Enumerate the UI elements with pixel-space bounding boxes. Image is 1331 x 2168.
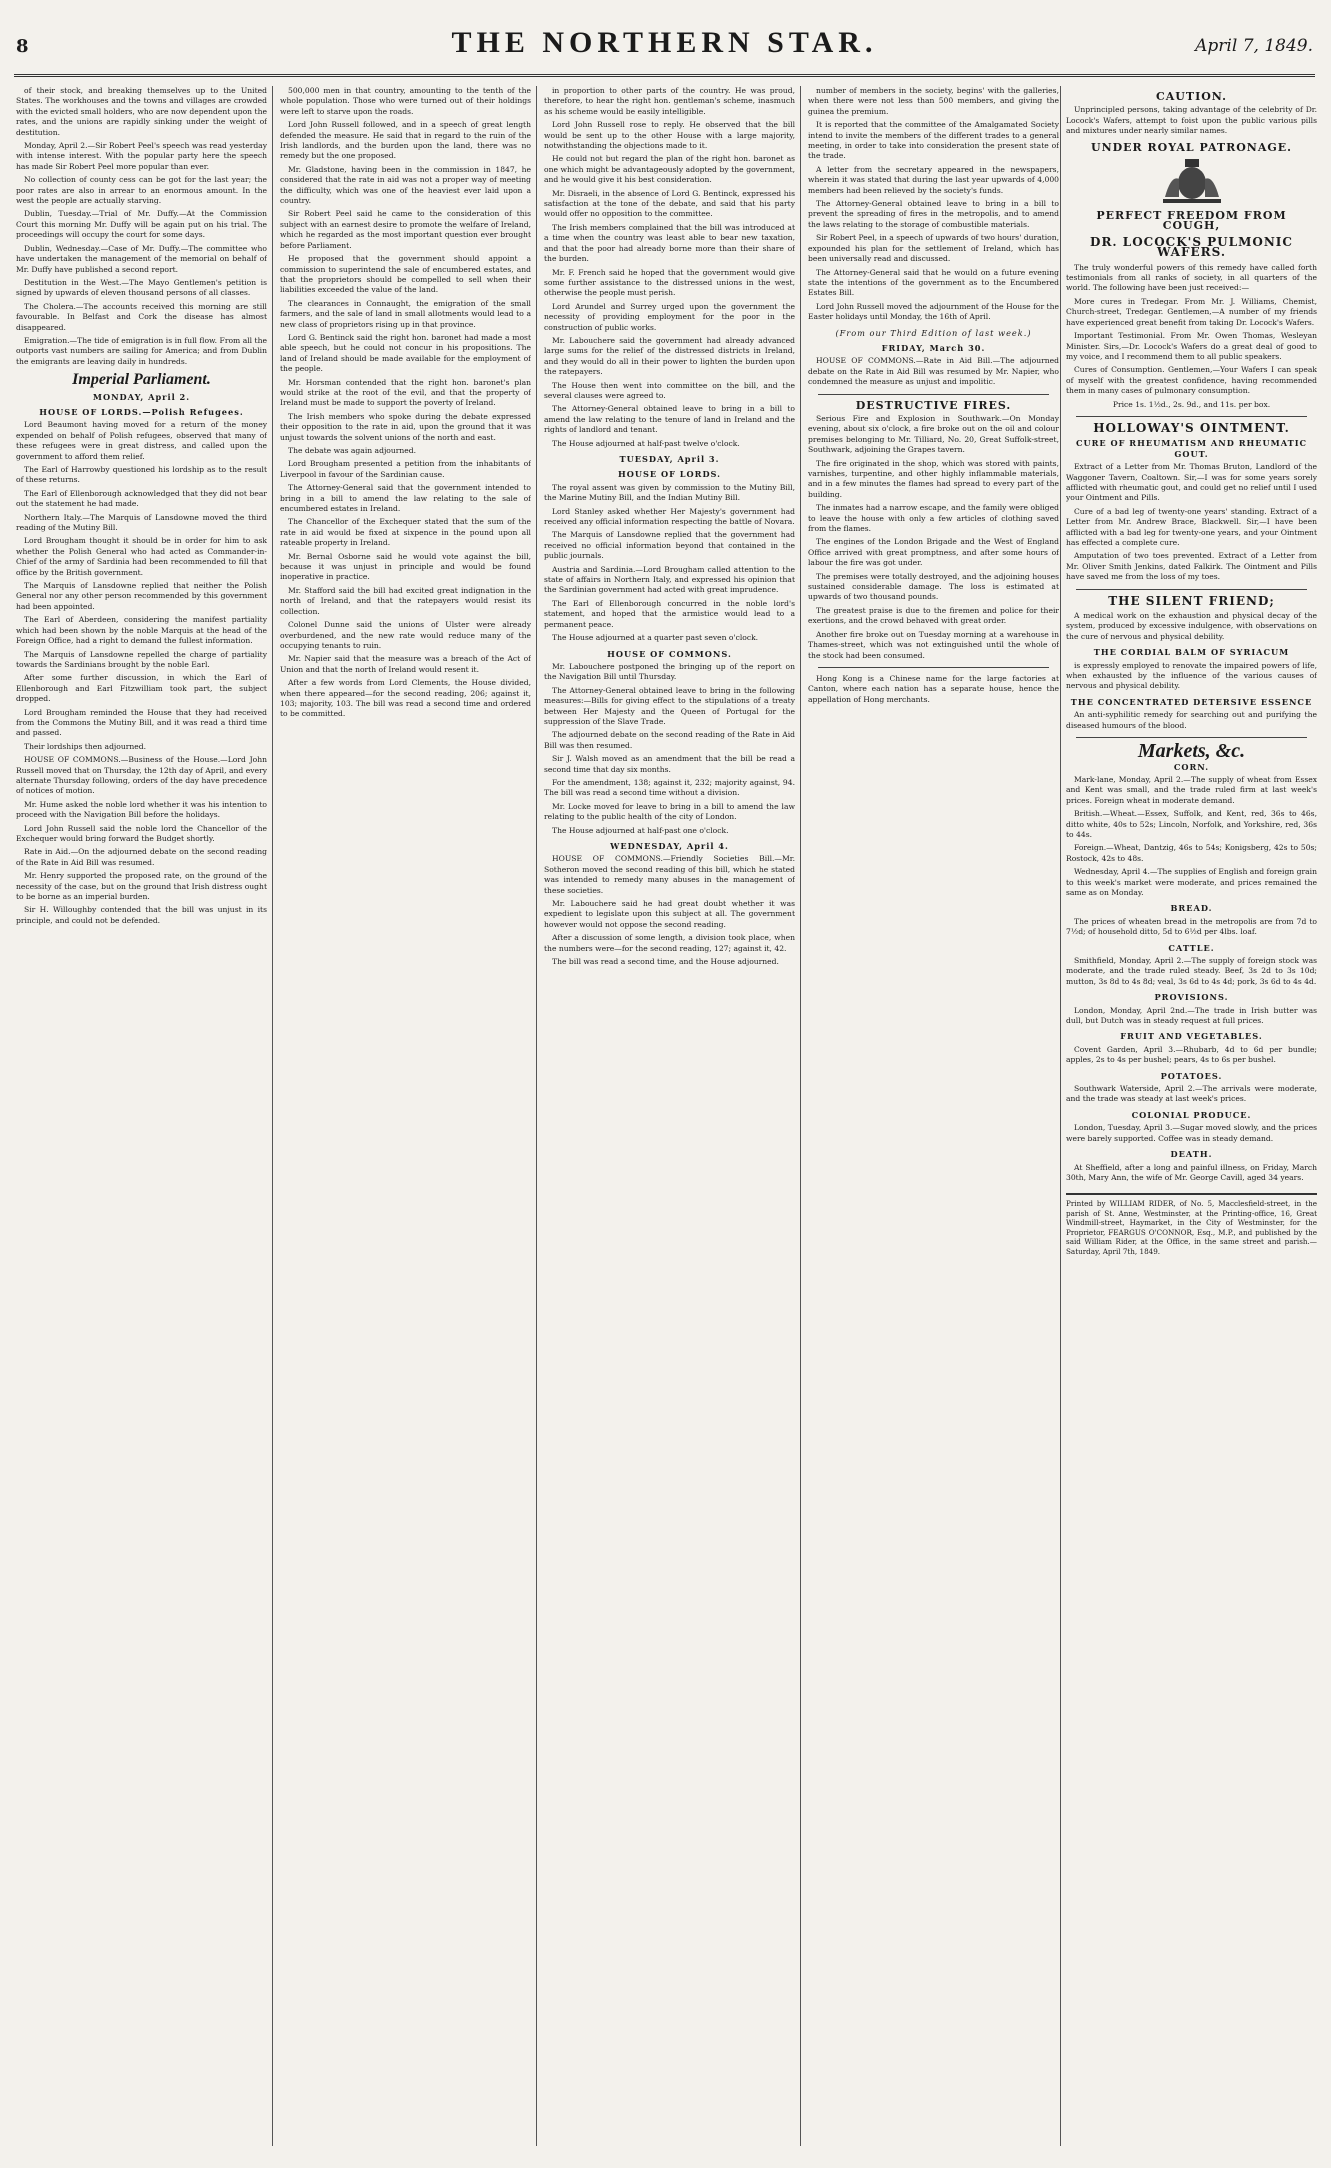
- article-paragraph: Dublin, Tuesday.—Trial of Mr. Duffy.—At the Commission Court this morning Mr. Duffy will be again put on his trial. The proceedings will occupy the court for some days.: [16, 209, 267, 240]
- article-paragraph: Another fire broke out on Tuesday morning at a warehouse in Thames-street, which was not extinguished until the whole of the stock had been consumed.: [808, 629, 1059, 660]
- cordial-balm-text: is expressly employed to renovate the impaired powers of life, when exhausted by the influence of the various causes of nervous and physical debility.: [1066, 660, 1317, 691]
- column-rule: [272, 86, 273, 2146]
- article-paragraph: The adjourned debate on the second reading of the Rate in Aid Bill was then resumed.: [544, 730, 795, 750]
- issue-date: April 7, 1849.: [1195, 36, 1313, 56]
- article-paragraph: He proposed that the government should appoint a commission to superintend the sale of encumbered estates, and that the proprietors should be compelled to sell when their liabilities exceeded the value of the land.: [280, 254, 531, 295]
- article-paragraph: The fire originated in the shop, which was stored with paints, varnishes, turpentine, and other highly inflammable materials, and in a few minutes the flames had spread to every part of the building.: [808, 458, 1059, 499]
- article-paragraph: Lord Beaumont having moved for a return of the money expended on behalf of Polish refugees, observed that many of these refugees were in great distress, and called upon the government to afford them relief.: [16, 420, 267, 461]
- article-paragraph: Lord Arundel and Surrey urged upon the government the necessity of providing employment for the poor in the construction of public works.: [544, 301, 795, 332]
- article-paragraph: Extract of a Letter from Mr. Thomas Bruton, Landlord of the Waggoner Tavern, Coaltown. Sir,—I was for some years sorely afflicted with rheumatic gout, and could get no relief until I used your Ointment and Pills.: [1066, 462, 1317, 503]
- article-paragraph: The Chancellor of the Exchequer stated that the sum of the rate in aid would be fixed at sixpence in the pound upon all rateable property in Ireland.: [280, 517, 531, 548]
- house-heading: HOUSE OF LORDS.—Polish Refugees.: [39, 406, 244, 417]
- article-paragraph: Sir Robert Peel said he came to the consideration of this subject with an earnest desire to promote the welfare of Ireland, which he regarded as the most important question ever brought before Parliament.: [280, 209, 531, 250]
- column-2: [280, 86, 531, 2146]
- article-paragraph: Mr. Horsman contended that the right hon. baronet's plan would strike at the root of the evil, and that the property of Ireland must be made to support the poverty of Ireland.: [280, 377, 531, 408]
- column-2-paragraphs: [280, 86, 531, 720]
- fires-heading: DESTRUCTIVE FIRES.: [855, 398, 1012, 412]
- article-paragraph: The truly wonderful powers of this remedy have called forth testimonials from all ranks of society, in all quarters of the world. The following have been just received:—: [1066, 262, 1317, 293]
- divider: [818, 667, 1049, 668]
- date-heading: TUESDAY, April 3.: [619, 454, 720, 464]
- article-paragraph: Lord G. Bentinck said the right hon. baronet had made a most able speech, but he could not concur in his propositions. The land of Ireland should be made available for the employment of the people.: [280, 332, 531, 374]
- article-paragraph: Mr. Disraeli, in the absence of Lord G. Bentinck, expressed his satisfaction at the tone of the debate, and said that his party would offer no opposition to the committee.: [544, 188, 795, 219]
- article-paragraph: The Earl of Harrowby questioned his lordship as to the result of these returns.: [16, 465, 267, 485]
- article-paragraph: Lord Brougham reminded the House that they had received from the Commons the Mutiny Bill, and it was read a third time and passed.: [16, 707, 267, 738]
- locock-ad-body: [1066, 263, 1317, 397]
- article-paragraph: Mr. Stafford said the bill had excited great indignation in the north of Ireland, and that the ratepayers would resist its collection.: [280, 585, 531, 616]
- article-paragraph: More cures in Tredegar. From Mr. J. Williams, Chemist, Church-street, Tredegar. Gentlemen,—A number of my friends have experienced great benefit from taking Dr. Locock's Wafers.: [1066, 296, 1317, 327]
- article-paragraph: Mr. F. French said he hoped that the government would give some further assistance to the distressed unions in the west, otherwise the people must perish.: [544, 267, 795, 298]
- article-paragraph: Mr. Labouchere postponed the bringing up of the report on the Navigation Bill until Thursday.: [544, 661, 795, 682]
- article-paragraph: Sir Robert Peel, in a speech of upwards of two hours' duration, expounded his plan for the settlement of Ireland, which has been universally read and discussed.: [808, 233, 1059, 264]
- printer-imprint: Printed by WILLIAM RIDER, of No. 5, Macclesfield-street, in the parish of St. Anne, Westminster, at the Printing-office, 16, Great Windmill-street, Haymarket, in the City of Westminster, for the Proprietor, FEARGUS O'CONNOR, Esq., M.P., and published by the said William Rider, at the Office, in the same street and parish.—Saturday, April 7th, 1849.: [1066, 1193, 1317, 1256]
- death-heading: DEATH.: [1170, 1149, 1213, 1160]
- article-paragraph: The Earl of Ellenborough acknowledged that they did not bear out the statement he had made.: [16, 488, 267, 509]
- holloway-ad-title: HOLLOWAY'S OINTMENT.: [1093, 420, 1290, 435]
- holloway-ad-sub: CURE OF RHEUMATISM AND RHEUMATIC GOUT.: [1075, 438, 1308, 459]
- bread-report: The prices of wheaten bread in the metropolis are from 7d to 7½d; of household ditto, 5d to 6½d per 4lbs. loaf.: [1066, 916, 1317, 937]
- article-paragraph: The Cholera.—The accounts received this morning are still favourable. In Belfast and Cork the disease has almost disappeared.: [16, 301, 267, 332]
- date-heading: WEDNESDAY, April 4.: [610, 841, 729, 851]
- article-paragraph: The royal assent was given by commission to the Mutiny Bill, the Marine Mutiny Bill, and the Indian Mutiny Bill.: [544, 482, 795, 503]
- silent-friend-title: THE SILENT FRIEND;: [1108, 593, 1275, 608]
- article-paragraph: Lord John Russell rose to reply. He observed that the bill would be sent up to the other House with a large majority, notwithstanding the objections made to it.: [544, 120, 795, 151]
- page-number: 8: [16, 36, 29, 57]
- article-paragraph: The House then went into committee on the bill, and the several clauses were agreed to.: [544, 380, 795, 400]
- date-heading: FRIDAY, March 30.: [881, 342, 986, 353]
- colonial-heading: COLONIAL PRODUCE.: [1131, 1109, 1252, 1120]
- article-paragraph: It is reported that the committee of the Amalgamated Society intend to invite the members of the different trades to a general meeting, in order to take into consideration the present state of the trade.: [808, 120, 1059, 161]
- article-paragraph: The debate was again adjourned.: [288, 446, 417, 455]
- section-title-imperial-parliament: Imperial Parliament.: [72, 371, 211, 389]
- article-paragraph: Lord John Russell moved the adjournment of the House for the Easter holidays until Monday, the 16th of April.: [808, 301, 1059, 322]
- article-paragraph: He could not but regard the plan of the right hon. baronet as one which might be advantageously adopted by the government, and he would give it his best consideration.: [544, 154, 795, 185]
- article-paragraph: 500,000 men in that country, amounting to the tenth of the whole population. Those who were turned out of their holdings were left to starve upon the roads.: [280, 86, 531, 116]
- article-paragraph: HOUSE OF COMMONS.—Friendly Societies Bill.—Mr. Sotheron moved the second reading of this bill, which he stated was intended to remedy many abuses in the management of these societies.: [544, 854, 795, 895]
- article-paragraph: British.—Wheat.—Essex, Suffolk, and Kent, red, 36s to 46s, ditto white, 40s to 52s; Lincoln, Norfolk, and Yorkshire, red, 36s to 44s.: [1066, 809, 1317, 839]
- article-paragraph: The Attorney-General obtained leave to bring in a bill to amend the law relating to the tenure of land in Ireland and the rights of landlord and tenant.: [544, 404, 795, 435]
- article-paragraph: Mr. Labouchere said he had great doubt whether it was expedient to legislate upon this subject at all. The government however would not oppose the second reading.: [544, 899, 795, 929]
- article-paragraph: The House adjourned at a quarter past seven o'clock.: [552, 633, 759, 643]
- column-1: [16, 86, 267, 2146]
- article-paragraph: The Marquis of Lansdowne repelled the charge of partiality towards the Sardinians brought by the noble Earl.: [16, 649, 267, 669]
- article-paragraph: The Earl of Ellenborough concurred in the noble lord's statement, and hoped that the armistice would lead to a permanent peace.: [544, 598, 795, 629]
- article-paragraph: Sir J. Walsh moved as an amendment that the bill be read a second time that day six months.: [544, 754, 795, 774]
- cordial-balm-title: THE CORDIAL BALM OF SYRIACUM: [1093, 647, 1290, 658]
- article-paragraph: in proportion to other parts of the country. He was proud, therefore, to hear the right hon. gentleman's scheme, inasmuch as his scheme would be easily intelligible.: [544, 86, 795, 116]
- article-paragraph: The House adjourned at half-past twelve o'clock.: [552, 438, 740, 448]
- cattle-heading: CATTLE.: [1168, 942, 1215, 953]
- caution-text: Unprincipled persons, taking advantage of the celebrity of Dr. Locock's Wafers, attempt to foist upon the public various pills and mixtures under nearly similar names.: [1066, 105, 1317, 136]
- article-paragraph: Mr. Bernal Osborne said he would vote against the bill, because it was unjust in principle and would be found inoperative in practice.: [280, 551, 531, 582]
- article-paragraph: Monday, April 2.—Sir Robert Peel's speech was read yesterday with intense interest. With the popular party here the speech has made Sir Robert Peel more popular than ever.: [16, 141, 267, 171]
- article-paragraph: The Attorney-General obtained leave to bring in a bill to prevent the spreading of fires in the metropolis, and to amend the laws relating to the storage of combustible materials.: [808, 199, 1059, 229]
- house-heading: HOUSE OF LORDS.: [617, 469, 722, 480]
- divider: [1076, 589, 1307, 590]
- article-paragraph: The Attorney-General said that he would on a future evening state the intentions of the government as to the Encumbered Estates Bill.: [808, 267, 1059, 298]
- article-paragraph: After a discussion of some length, a division took place, when the numbers were—for the second reading, 127; against it, 42.: [544, 933, 795, 953]
- caution-heading: CAUTION.: [1156, 90, 1227, 103]
- article-paragraph: Cure of a bad leg of twenty-one years' standing. Extract of a Letter from Mr. Andrew Brace, Blackwell. Sir,—I have been afflicted with a bad leg for twenty-one years, and your Ointment has effected a complete cure.: [1066, 506, 1317, 547]
- article-paragraph: Emigration.—The tide of emigration is in full flow. From all the outports vast numbers are sailing for America; and from Dublin the emigrants are leaving daily in hundreds.: [16, 335, 267, 366]
- commons-report: [544, 662, 795, 836]
- colonial-report: London, Tuesday, April 3.—Sugar moved slowly, and the prices were barely supported. Coffee was in steady demand.: [1066, 1123, 1317, 1143]
- divider: [1076, 737, 1307, 738]
- hong-kong-note: Hong Kong is a Chinese name for the large factories at Canton, where each nation has a separate house, hence the appellation of Hong merchants.: [808, 673, 1059, 704]
- article-paragraph: The inmates had a narrow escape, and the family were obliged to leave the house with only a few articles of clothing saved from the flames.: [808, 503, 1059, 534]
- article-paragraph: Lord Brougham thought it should be in order for him to ask whether the Polish General who had acted as Commander-in-Chief of the army of Sardinia had been recommended to fill that office by the British government.: [16, 536, 267, 577]
- article-paragraph: HOUSE OF COMMONS.—Business of the House.—Lord John Russell moved that on Thursday, the 12th day of April, and every alternate Thursday following, orders of the day have precedence of notices of motion.: [16, 755, 267, 796]
- column-rule: [1060, 86, 1061, 2146]
- article-paragraph: The greatest praise is due to the firemen and police for their exertions, and the crowd behaved with great order.: [808, 605, 1059, 626]
- article-paragraph: Serious Fire and Explosion in Southwark.—On Monday evening, about six o'clock, a fire broke out on the oil and colour premises belonging to Mr. Tilliard, No. 20, Great Suffolk-street, Southwark, adjoining the Grapes tavern.: [808, 413, 1059, 455]
- article-paragraph: The Irish members complained that the bill was introduced at a time when the country was least able to bear new taxation, and that the poor had already borne more than their share of the burden.: [544, 222, 795, 264]
- article-paragraph: Mr. Gladstone, having been in the commission in 1847, he considered that the rate in aid was not a proper way of meeting the difficulty, which was one of the heaviest ever laid upon a country.: [280, 164, 531, 206]
- death-notice: At Sheffield, after a long and painful illness, on Friday, March 30th, Mary Ann, the wife of Mr. George Cavill, aged 34 years.: [1066, 1162, 1317, 1182]
- column-1-paragraphs: [16, 86, 267, 367]
- article-paragraph: Lord Brougham presented a petition from the inhabitants of Liverpool in favour of the Sardinian cause.: [280, 459, 531, 479]
- article-paragraph: Mark-lane, Monday, April 2.—The supply of wheat from Essex and Kent was small, and the trade ruled firm at last week's prices. Foreign wheat in moderate demand.: [1066, 774, 1317, 805]
- article-paragraph: The engines of the London Brigade and the West of England Office arrived with great promptness, and after some hours of labour the fire was got under.: [808, 537, 1059, 568]
- fires-report: [808, 414, 1059, 661]
- edition-note: (From our Third Edition of last week.): [835, 327, 1032, 338]
- article-paragraph: For the amendment, 138; against it, 232; majority against, 94. The bill was read a second time without a division.: [544, 777, 795, 798]
- lords-report: [544, 483, 795, 644]
- article-paragraph: Mr. Hume asked the noble lord whether it was his intention to proceed with the Navigation Bill before the holidays.: [16, 799, 267, 820]
- potatoes-heading: POTATOES.: [1160, 1070, 1223, 1081]
- date-heading: MONDAY, April 2.: [92, 391, 191, 402]
- article-paragraph: Mr. Locke moved for leave to bring in a bill to amend the law relating to the public health of the city of London.: [544, 801, 795, 822]
- article-paragraph: After a few words from Lord Clements, the House divided, when there appeared—for the second reading, 206; against it, 103; majority, 103. The bill was read a second time and ordered to be committed.: [280, 678, 531, 719]
- article-paragraph: Mr. Henry supported the proposed rate, on the ground of the necessity of the case, but on the ground that Irish distress ought to be borne as an imperial burden.: [16, 871, 267, 902]
- royal-patronage-heading: UNDER ROYAL PATRONAGE.: [1090, 140, 1293, 154]
- bread-heading: BREAD.: [1170, 903, 1213, 914]
- article-paragraph: Amputation of two toes prevented. Extract of a Letter from Mr. Oliver Smith Jenkins, dated Falkirk. The Ointment and Pills have saved me from the loss of my toes.: [1066, 551, 1317, 582]
- article-paragraph: Foreign.—Wheat, Dantzig, 46s to 54s; Konigsberg, 42s to 50s; Rostock, 42s to 48s.: [1066, 843, 1317, 863]
- article-paragraph: Cures of Consumption. Gentlemen,—Your Wafers I can speak of myself with the greatest confidence, having recommended them in many cases of pulmonary consumption.: [1066, 365, 1317, 396]
- article-paragraph: The premises were totally destroyed, and the adjoining houses sustained considerable damage. The loss is estimated at upwards of two thousand pounds.: [808, 571, 1059, 602]
- article-paragraph: Lord John Russell followed, and in a speech of great length defended the measure. He said that in regard to the ruin of the Irish landlords, and the burden upon the land, there was no remedy but the one proposed.: [280, 120, 531, 161]
- detersive-essence-text: An anti-syphilitic remedy for searching out and purifying the diseased humours of the blood.: [1066, 710, 1317, 730]
- article-paragraph: The Attorney-General obtained leave to bring in the following measures:—Bills for giving effect to the stipulations of a treaty between Her Majesty and the Queen of Portugal for the suppression of the Slave Trade.: [544, 685, 795, 726]
- column-5: [1066, 86, 1317, 2146]
- article-paragraph: Destitution in the West.—The Mayo Gentlemen's petition is signed by upwards of eleven thousand persons of all classes.: [16, 277, 267, 298]
- article-paragraph: No collection of county cess can be got for the last year; the poor rates are also in arrear to an enormous amount. In the west the people are actually starving.: [16, 175, 267, 206]
- column-4: [808, 86, 1059, 2146]
- corn-report: [1066, 775, 1317, 898]
- column-3-paragraphs: [544, 86, 795, 449]
- article-paragraph: Sir H. Willoughby contended that the bill was unjust in its principle, and could not be defended.: [16, 905, 267, 925]
- article-paragraph: Mr. Napier said that the measure was a breach of the Act of Union and that the north of Ireland would resent it.: [280, 654, 531, 674]
- column-4-paragraphs: [808, 86, 1059, 323]
- article-paragraph: A letter from the secretary appeared in the newspapers, wherein it was stated that during the last year upwards of 4,000 members had been relieved by the society's funds.: [808, 164, 1059, 195]
- house-heading: HOUSE OF COMMONS.: [607, 648, 732, 659]
- article-paragraph: Mr. Labouchere said the government had already advanced large sums for the relief of the distressed districts in Ireland, and they would do all in their power to lighten the burden upon the ratepayers.: [544, 335, 795, 377]
- article-paragraph: Lord John Russell said the noble lord the Chancellor of the Exchequer would bring forward the Budget shortly.: [16, 823, 267, 843]
- divider: [1076, 416, 1307, 417]
- divider: [818, 394, 1049, 395]
- provisions-heading: PROVISIONS.: [1154, 992, 1229, 1003]
- holloway-ad-body: [1066, 462, 1317, 582]
- corn-heading: CORN.: [1173, 761, 1210, 772]
- markets-title: Markets, &c.: [1137, 740, 1246, 763]
- newspaper-title: THE NORTHERN STAR.: [451, 26, 878, 59]
- potatoes-report: Southwark Waterside, April 2.—The arrivals were moderate, and the trade was steady at last week's prices.: [1066, 1084, 1317, 1104]
- royal-arms-icon: [1157, 157, 1227, 205]
- detersive-essence-title: THE CONCENTRATED DETERSIVE ESSENCE: [1070, 696, 1313, 707]
- wednesday-report: [544, 854, 795, 967]
- column-rule: [800, 86, 801, 2146]
- article-paragraph: The Marquis of Lansdowne replied that neither the Polish General nor any other person recommended by this government had been appointed.: [16, 581, 267, 611]
- masthead: [14, 22, 1315, 77]
- article-paragraph: Colonel Dunne said the unions of Ulster were already overburdened, and the new rate would reduce many of the occupying tenants to ruin.: [280, 620, 531, 650]
- article-paragraph: After some further discussion, in which the Earl of Ellenborough and Earl Fitzwilliam took part, the subject dropped.: [16, 673, 267, 704]
- article-paragraph: Wednesday, April 4.—The supplies of English and foreign grain to this week's market were moderate, and prices remained the same as on Monday.: [1066, 867, 1317, 897]
- parliament-report: [16, 420, 267, 926]
- article-paragraph: The Marquis of Lansdowne replied that the government had received no official information beyond that contained in the public journals.: [544, 530, 795, 561]
- article-paragraph: The House adjourned at half-past one o'clock.: [552, 825, 729, 835]
- article-paragraph: Important Testimonial. From Mr. Owen Thomas, Wesleyan Minister. Sirs,—Dr. Locock's Wafers do a great deal of good to my voice, and I recommend them to all public speakers.: [1066, 331, 1317, 361]
- column-rule: [536, 86, 537, 2146]
- article-paragraph: Dublin, Wednesday.—Case of Mr. Duffy.—The committee who have undertaken the management of the memorial on behalf of Mr. Duffy have published a second report.: [16, 243, 267, 274]
- article-paragraph: Northern Italy.—The Marquis of Lansdowne moved the third reading of the Mutiny Bill.: [16, 512, 267, 533]
- article-paragraph: Lord Stanley asked whether Her Majesty's government had received any official information respecting the battle of Novara.: [544, 506, 795, 527]
- provisions-report: London, Monday, April 2nd.—The trade in Irish butter was dull, but Dutch was in steady request at full prices.: [1066, 1005, 1317, 1026]
- column-3: [544, 86, 795, 2146]
- article-paragraph: The clearances in Connaught, the emigration of the small farmers, and the sale of land in small allotments would lead to a new class of proprietors rising up in that province.: [280, 298, 531, 329]
- article-paragraph: number of members in the society, begins' with the galleries, when there were not less than 500 members, and giving the guinea the premium.: [808, 86, 1059, 116]
- article-paragraph: of their stock, and breaking themselves up to the United States. The workhouses and the towns and villages are crowded with the evicted small holders, who are now dependent upon the rates, and the unions are rapidly sinking under the weight of destitution.: [16, 86, 267, 137]
- locock-price: Price 1s. 1½d., 2s. 9d., and 11s. per box.: [1112, 399, 1271, 409]
- article-paragraph: The Earl of Aberdeen, considering the manifest partiality which had been shown by the noble Marquis at the head of the Foreign Office, had a right to demand the fullest information.: [16, 615, 267, 646]
- cattle-report: Smithfield, Monday, April 2.—The supply of foreign stock was moderate, and the trade ruled steady. Beef, 3s 2d to 3s 10d; mutton, 3s 8d to 4s 8d; veal, 3s 6d to 4s 4d; pork, 3s 6d to 4s 4d.: [1066, 956, 1317, 986]
- article-paragraph: The Irish members who spoke during the debate expressed their opposition to the rate in aid, upon the ground that it was unjust towards the solvent unions of the north and east.: [280, 411, 531, 442]
- article-paragraph: The bill was read a second time, and the House adjourned.: [552, 957, 779, 967]
- locock-ad-product: DR. LOCOCK'S PULMONIC WAFERS.: [1090, 234, 1293, 260]
- fruit-heading: FRUIT AND VEGETABLES.: [1120, 1031, 1263, 1042]
- article-paragraph: The Attorney-General said that the government intended to bring in a bill to amend the law relating to the sale of encumbered estates in Ireland.: [280, 483, 531, 514]
- article-paragraph: Rate in Aid.—On the adjourned debate on the second reading of the Rate in Aid Bill was resumed.: [16, 847, 267, 867]
- silent-friend-text: A medical work on the exhaustion and physical decay of the system, produced by excessive indulgence, with observations on the cure of nervous and physical debility.: [1066, 611, 1317, 641]
- locock-ad-title: PERFECT FREEDOM FROM COUGH,: [1096, 209, 1287, 233]
- fruit-report: Covent Garden, April 3.—Rhubarb, 4d to 6d per bundle; apples, 2s to 4s per bushel; pears, 4s to 6s per bushel.: [1066, 1044, 1317, 1065]
- article-paragraph: Their lordships then adjourned.: [24, 741, 147, 751]
- friday-report: HOUSE OF COMMONS.—Rate in Aid Bill.—The adjourned debate on the Rate in Aid Bill was resumed by Mr. Napier, who condemned the measure as unjust and impolitic.: [808, 356, 1059, 387]
- article-paragraph: Austria and Sardinia.—Lord Brougham called attention to the state of affairs in Northern Italy, and expressed his opinion that the Sardinian government had acted with great imprudence.: [544, 564, 795, 595]
